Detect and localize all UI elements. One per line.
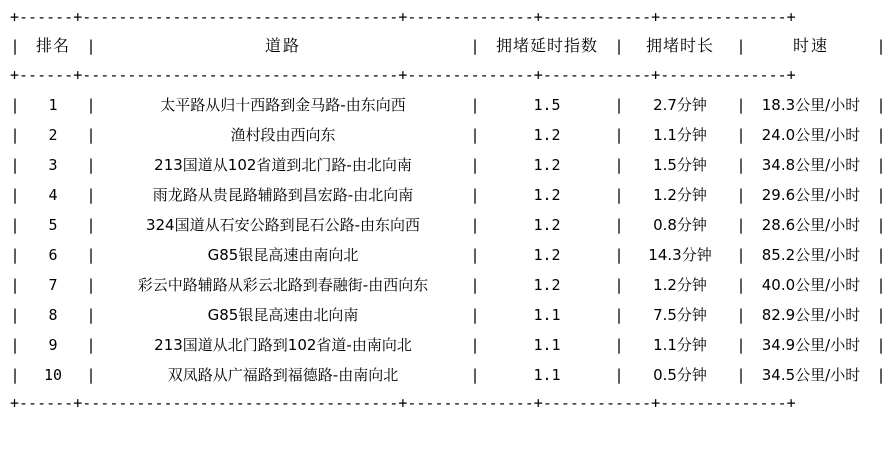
- column-header-congestion-index: 拥堵延时指数: [495, 36, 598, 55]
- cell-speed: 82.9公里/小时: [761, 306, 861, 324]
- border-pipe: |: [614, 336, 624, 354]
- border-pipe: |: [10, 96, 20, 114]
- cell-congestion-index: 1.2: [533, 276, 561, 294]
- cell-rank: 9: [48, 336, 58, 354]
- border-pipe: |: [86, 96, 96, 114]
- table-row: [10, 180, 886, 210]
- border-pipe: |: [10, 156, 20, 174]
- border-pipe: |: [736, 306, 746, 324]
- cell-congestion-index: 1.2: [533, 246, 561, 264]
- border-pipe: |: [736, 336, 746, 354]
- cell-speed: 34.5公里/小时: [761, 366, 861, 384]
- cell-road: G85银昆高速由北向南: [207, 306, 359, 324]
- border-pipe: |: [470, 366, 480, 384]
- border-pipe: |: [10, 216, 20, 234]
- border-pipe: |: [614, 156, 624, 174]
- border-pipe: |: [614, 96, 624, 114]
- cell-congestion-duration: 1.2分钟: [653, 276, 707, 294]
- border-pipe: |: [876, 306, 886, 324]
- border-pipe: |: [736, 37, 746, 55]
- column-header-rank: 排名: [35, 36, 70, 55]
- border-pipe: |: [736, 156, 746, 174]
- table-row: [10, 240, 886, 270]
- cell-congestion-index: 1.2: [533, 186, 561, 204]
- border-pipe: |: [470, 156, 480, 174]
- border-pipe: |: [86, 156, 96, 174]
- cell-congestion-index: 1.1: [533, 306, 561, 324]
- column-header-speed: 时速: [792, 36, 829, 55]
- cell-speed: 34.8公里/小时: [761, 156, 861, 174]
- cell-congestion-duration: 14.3分钟: [648, 246, 712, 264]
- border-pipe: |: [736, 96, 746, 114]
- cell-congestion-duration: 0.5分钟: [653, 366, 707, 384]
- border-pipe: |: [876, 246, 886, 264]
- border-pipe: |: [470, 37, 480, 55]
- border-pipe: |: [736, 366, 746, 384]
- table-top-border: +------+-----------------------------------+--------------+------------+--------------+: [10, 8, 796, 26]
- cell-congestion-index: 1.2: [533, 216, 561, 234]
- table-row: [10, 330, 886, 360]
- cell-road: 雨龙路从贵昆路辅路到昌宏路-由北向南: [152, 186, 414, 204]
- border-pipe: |: [470, 186, 480, 204]
- border-pipe: |: [876, 276, 886, 294]
- border-pipe: |: [614, 37, 624, 55]
- border-pipe: |: [876, 186, 886, 204]
- cell-speed: 29.6公里/小时: [761, 186, 861, 204]
- table-header-row: [10, 28, 886, 64]
- cell-speed: 34.9公里/小时: [761, 336, 861, 354]
- border-pipe: |: [470, 336, 480, 354]
- cell-rank: 1: [48, 96, 58, 114]
- cell-speed: 24.0公里/小时: [761, 126, 861, 144]
- cell-speed: 40.0公里/小时: [761, 276, 861, 294]
- cell-road: 213国道从北门路到102省道-由南向北: [154, 336, 412, 354]
- cell-road: 213国道从102省道到北门路-由北向南: [154, 156, 412, 174]
- cell-road: 324国道从石安公路到昆石公路-由东向西: [145, 216, 421, 234]
- border-pipe: |: [876, 156, 886, 174]
- cell-congestion-duration: 0.8分钟: [653, 216, 707, 234]
- border-pipe: |: [86, 216, 96, 234]
- border-pipe: |: [470, 126, 480, 144]
- border-pipe: |: [614, 246, 624, 264]
- border-pipe: |: [876, 366, 886, 384]
- border-pipe: |: [86, 276, 96, 294]
- border-pipe: |: [470, 306, 480, 324]
- border-pipe: |: [614, 276, 624, 294]
- cell-congestion-index: 1.1: [533, 336, 561, 354]
- cell-rank: 10: [43, 366, 63, 384]
- cell-congestion-duration: 1.2分钟: [653, 186, 707, 204]
- border-pipe: |: [736, 276, 746, 294]
- border-pipe: |: [86, 246, 96, 264]
- table-row: [10, 270, 886, 300]
- cell-speed: 18.3公里/小时: [761, 96, 861, 114]
- border-pipe: |: [736, 246, 746, 264]
- border-pipe: |: [10, 336, 20, 354]
- cell-rank: 8: [48, 306, 58, 324]
- table-row: [10, 300, 886, 330]
- cell-rank: 5: [48, 216, 58, 234]
- cell-rank: 7: [48, 276, 58, 294]
- border-pipe: |: [470, 96, 480, 114]
- cell-congestion-duration: 7.5分钟: [653, 306, 707, 324]
- border-pipe: |: [10, 126, 20, 144]
- border-pipe: |: [10, 246, 20, 264]
- cell-rank: 4: [48, 186, 58, 204]
- cell-congestion-index: 1.2: [533, 156, 561, 174]
- border-pipe: |: [736, 216, 746, 234]
- cell-rank: 3: [48, 156, 58, 174]
- cell-rank: 6: [48, 246, 58, 264]
- column-header-road: 道路: [264, 36, 301, 55]
- border-pipe: |: [614, 366, 624, 384]
- border-pipe: |: [614, 126, 624, 144]
- border-pipe: |: [876, 96, 886, 114]
- table-header-separator: +------+-----------------------------------+--------------+------------+--------------+: [10, 66, 796, 84]
- cell-congestion-duration: 1.1分钟: [653, 126, 707, 144]
- border-pipe: |: [876, 216, 886, 234]
- cell-congestion-index: 1.5: [533, 96, 561, 114]
- table-row: [10, 210, 886, 240]
- cell-congestion-index: 1.2: [533, 126, 561, 144]
- border-pipe: |: [876, 126, 886, 144]
- border-pipe: |: [876, 37, 886, 55]
- border-pipe: |: [10, 366, 20, 384]
- cell-road: 渔村段由西向东: [230, 126, 336, 144]
- border-pipe: |: [10, 306, 20, 324]
- border-pipe: |: [614, 306, 624, 324]
- cell-speed: 28.6公里/小时: [761, 216, 861, 234]
- border-pipe: |: [10, 37, 20, 55]
- border-pipe: |: [86, 37, 96, 55]
- border-pipe: |: [86, 126, 96, 144]
- cell-congestion-duration: 2.7分钟: [653, 96, 707, 114]
- border-pipe: |: [736, 186, 746, 204]
- table-bottom-border: +------+-----------------------------------+--------------+------------+--------------+: [10, 394, 796, 412]
- cell-rank: 2: [48, 126, 58, 144]
- cell-road: 双凤路从广福路到福德路-由南向北: [167, 366, 399, 384]
- border-pipe: |: [10, 276, 20, 294]
- border-pipe: |: [86, 306, 96, 324]
- border-pipe: |: [470, 246, 480, 264]
- cell-congestion-index: 1.1: [533, 366, 561, 384]
- border-pipe: |: [470, 276, 480, 294]
- cell-road: 彩云中路辅路从彩云北路到春融街-由西向东: [137, 276, 429, 294]
- table-row: [10, 360, 886, 390]
- border-pipe: |: [86, 186, 96, 204]
- table-row: [10, 150, 886, 180]
- border-pipe: |: [86, 336, 96, 354]
- table-row: [10, 90, 886, 120]
- column-header-congestion-duration: 拥堵时长: [645, 36, 714, 55]
- cell-road: 太平路从归十西路到金马路-由东向西: [160, 96, 406, 114]
- cell-congestion-duration: 1.1分钟: [653, 336, 707, 354]
- border-pipe: |: [614, 216, 624, 234]
- border-pipe: |: [10, 186, 20, 204]
- border-pipe: |: [876, 336, 886, 354]
- cell-speed: 85.2公里/小时: [761, 246, 861, 264]
- border-pipe: |: [614, 186, 624, 204]
- cell-road: G85银昆高速由南向北: [207, 246, 359, 264]
- cell-congestion-duration: 1.5分钟: [653, 156, 707, 174]
- border-pipe: |: [86, 366, 96, 384]
- border-pipe: |: [470, 216, 480, 234]
- border-pipe: |: [736, 126, 746, 144]
- table-row: [10, 120, 886, 150]
